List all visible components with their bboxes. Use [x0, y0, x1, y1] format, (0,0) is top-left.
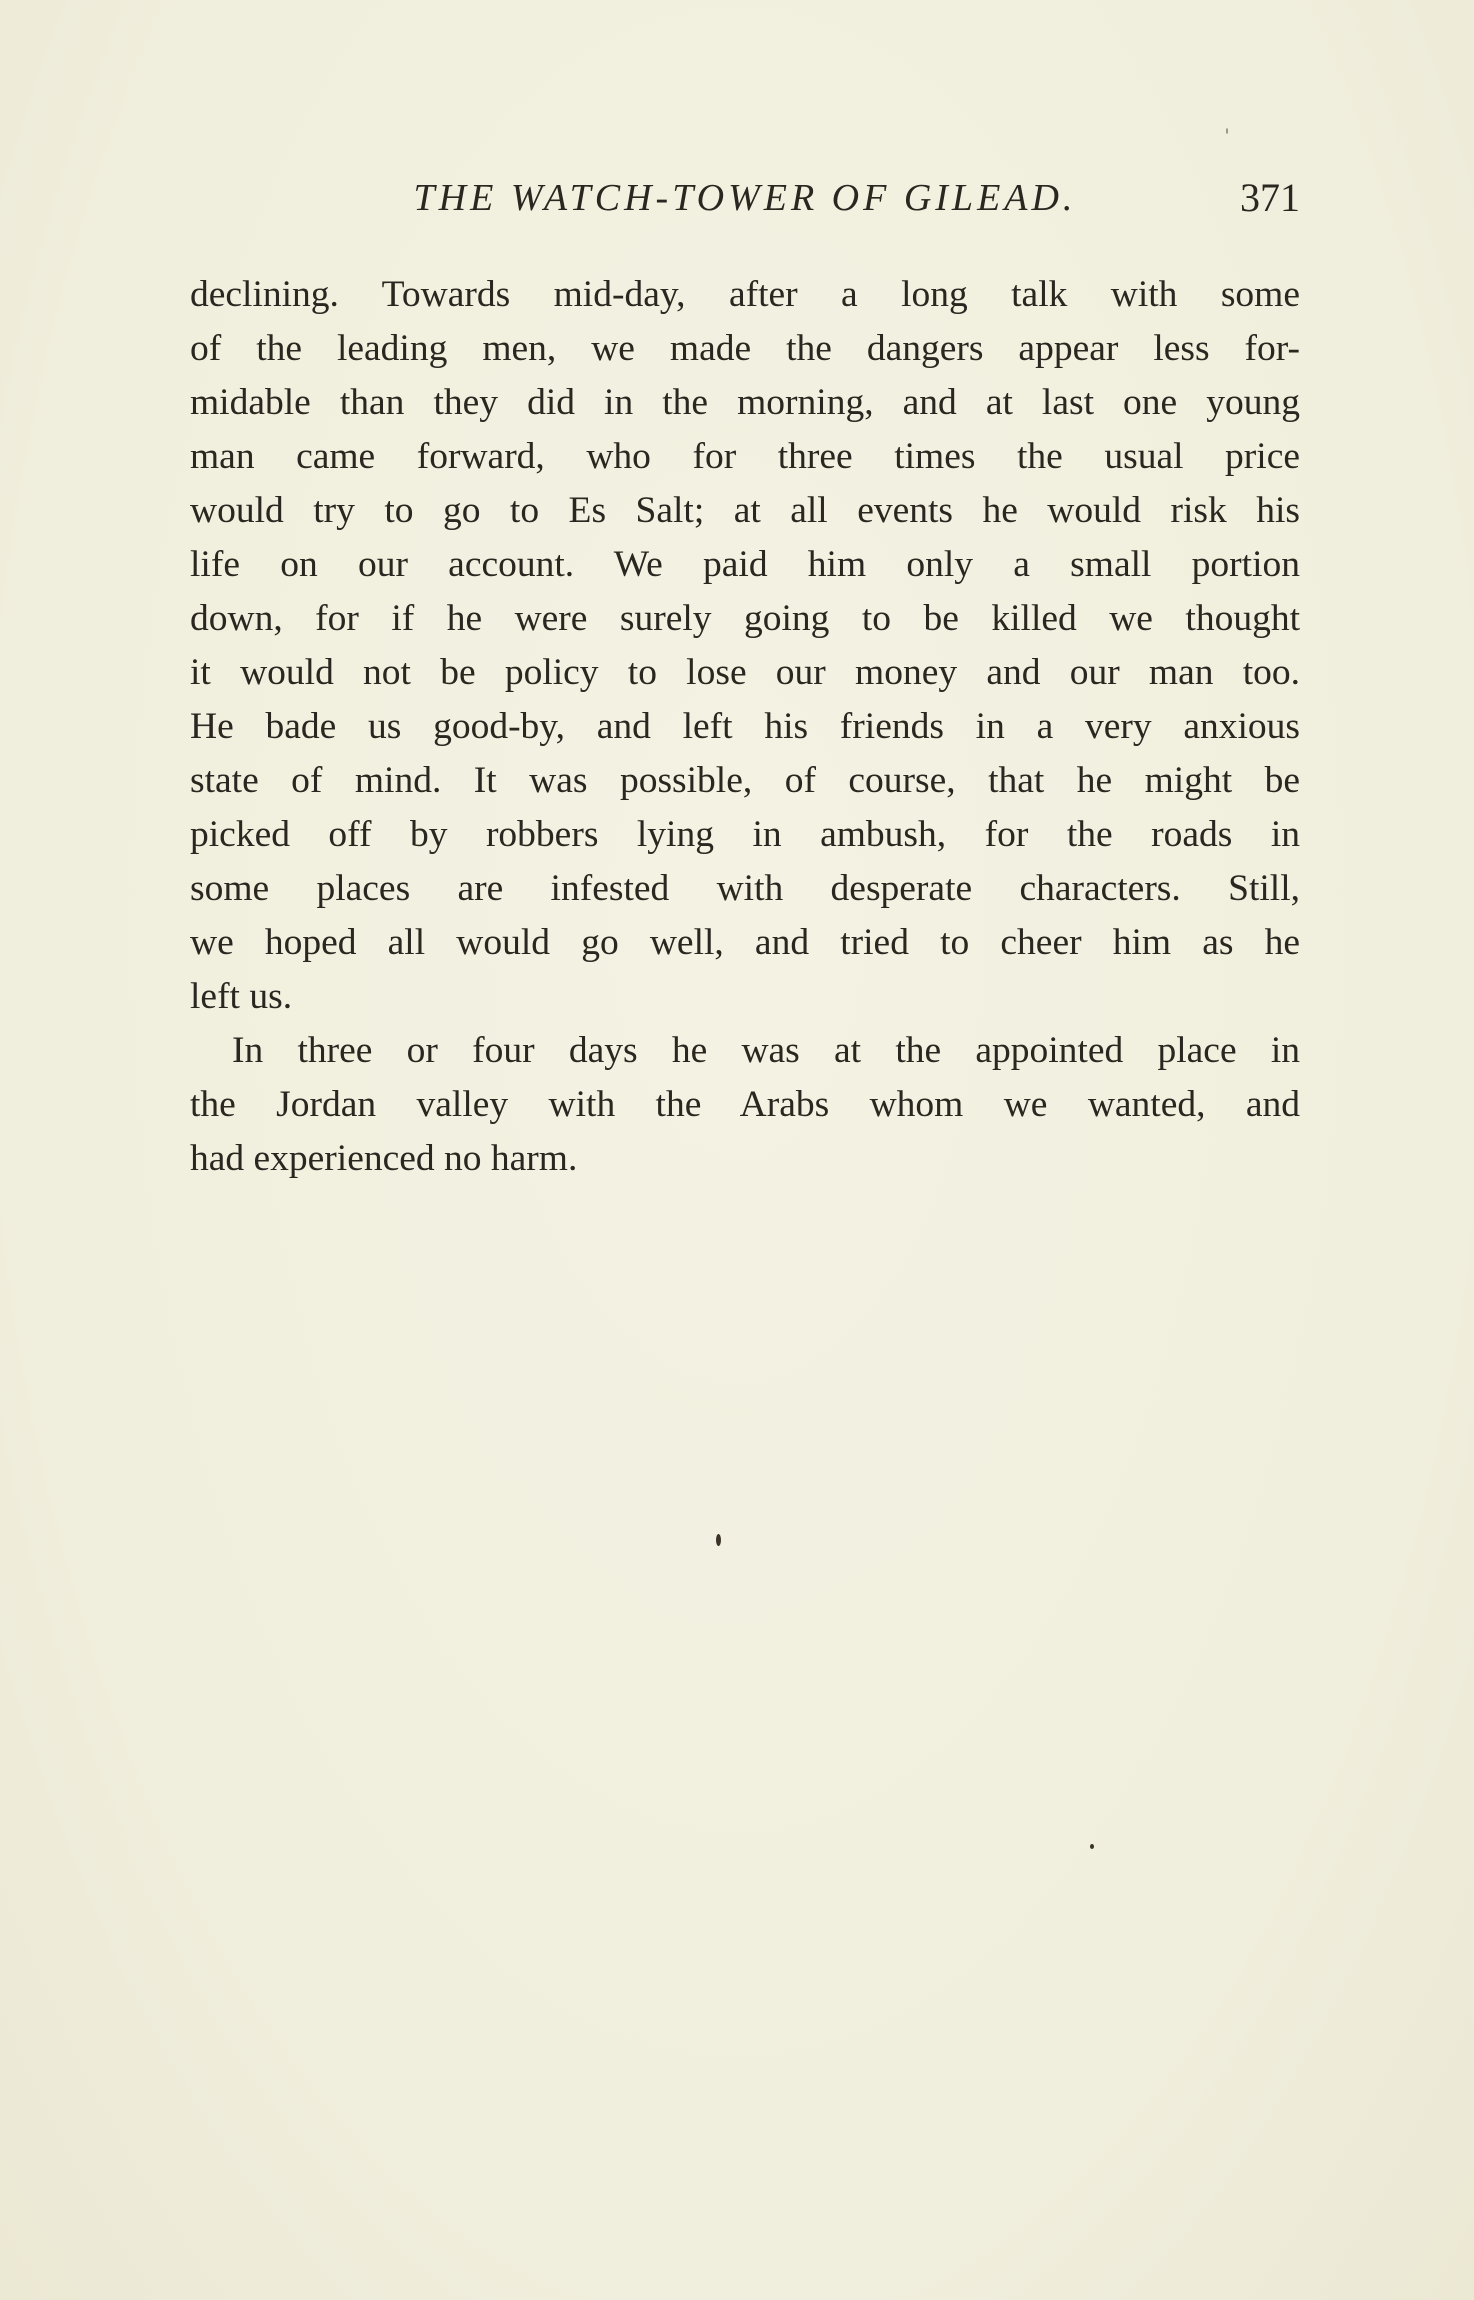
paragraph-2 [190, 1024, 1300, 1186]
body-text [190, 268, 1300, 1186]
text-line: some places are infested with desperate characters. Still, [190, 868, 1300, 909]
ink-speck [716, 1534, 721, 1546]
text-line: life on our account. We paid him only a small portion [190, 544, 1300, 585]
text-line: state of mind. It was possible, of course, that he might be [190, 760, 1300, 801]
text-line: picked off by robbers lying in ambush, for the roads in [190, 814, 1300, 855]
text-line: we hoped all would go well, and tried to cheer him as he [190, 922, 1300, 963]
text-line: the Jordan valley with the Arabs whom we wanted, and [190, 1084, 1300, 1125]
text-line: In three or four days he was at the appointed place in [232, 1030, 1300, 1071]
ink-speck [1090, 1844, 1094, 1849]
page-header [190, 172, 1300, 232]
ink-speck [1226, 128, 1228, 134]
text-line: declining. Towards mid-day, after a long talk with some [190, 274, 1300, 315]
text-line: would try to go to Es Salt; at all events he would risk his [190, 490, 1300, 531]
text-line: had experienced no harm. [190, 1138, 578, 1179]
text-line: left us. [190, 976, 293, 1017]
text-line: it would not be policy to lose our money and our man too. [190, 652, 1300, 693]
text-line: midable than they did in the morning, and at last one young [190, 382, 1300, 423]
page-number: 371 [1240, 175, 1300, 220]
text-line: of the leading men, we made the dangers appear less for- [190, 328, 1300, 369]
text-line: man came forward, who for three times the usual price [190, 436, 1300, 477]
text-line: down, for if he were surely going to be killed we thought [190, 598, 1300, 639]
text-line: He bade us good-by, and left his friends in a very anxious [190, 706, 1300, 747]
paragraph-1 [190, 268, 1300, 1024]
running-title: THE WATCH-TOWER OF GILEAD. [413, 177, 1077, 219]
